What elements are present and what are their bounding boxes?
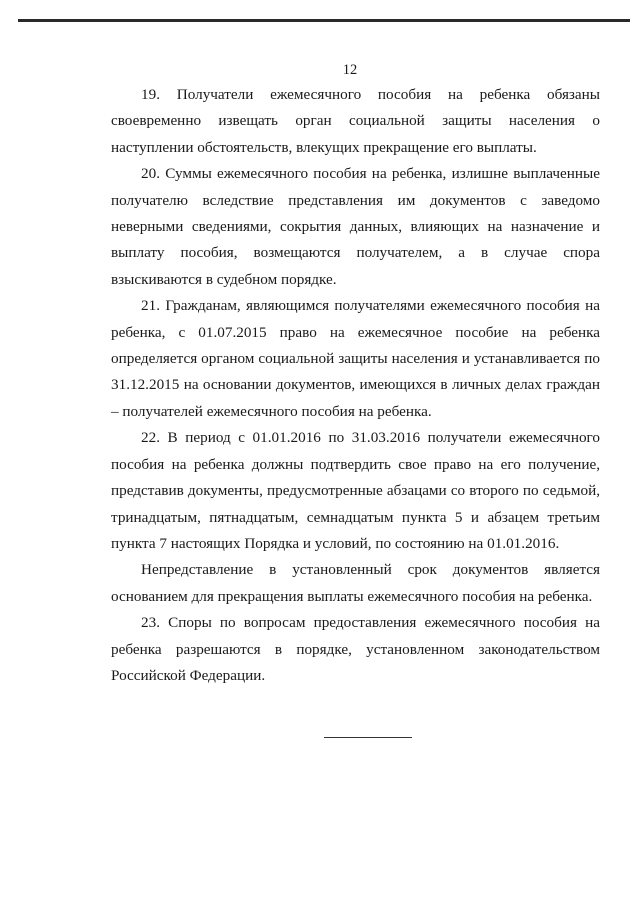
paragraph-22: 22. В период с 01.01.2016 по 31.03.2016 получатели ежемесячного пособия на ребенка должны подтвердить свое право на его получение, представив документы, предусмотренные абзацами со второго по седьмой, тринадцатым, пятнадцатым, семнадцатым пункта 5 и абзацем третьим пункта 7 настоящих Порядка и условий, по состоянию на 01.01.2016. [111, 429, 600, 552]
top-border-line [18, 19, 630, 22]
paragraph-19: 19. Получатели ежемесячного пособия на ребенка обязаны своевременно извещать орган социальной защиты населения о наступлении обстоятельств, влекущих прекращение его выплаты. [111, 86, 600, 156]
paragraph-21: 21. Гражданам, являющимся получателями ежемесячного пособия на ребенка, с 01.07.2015 право на ежемесячное пособие на ребенка определяется органом социальной защиты населения и устанавливается по 31.12.2015 на основании документов, имеющихся в личных делах граждан – получателей ежемесячного пособия на ребенка. [111, 297, 600, 420]
paragraph-22-continuation: Непредставление в установленный срок документов является основанием для прекращения выплаты ежемесячного пособия на ребенка. [111, 561, 600, 605]
end-of-document-line [324, 737, 412, 738]
paragraph-23: 23. Споры по вопросам предоставления ежемесячного пособия на ребенка разрешаются в порядке, установленном законодательством Российской Федерации. [111, 614, 600, 684]
paragraph-20: 20. Суммы ежемесячного пособия на ребенка, излишне выплаченные получателю вследствие представления им документов с заведомо неверными сведениями, сокрытия данных, влияющих на назначение и выплату пособия, возмещаются получателем, а в случае спора взыскиваются в судебном порядке. [111, 165, 600, 288]
document-body [111, 82, 600, 689]
page-number: 12 [342, 62, 358, 78]
